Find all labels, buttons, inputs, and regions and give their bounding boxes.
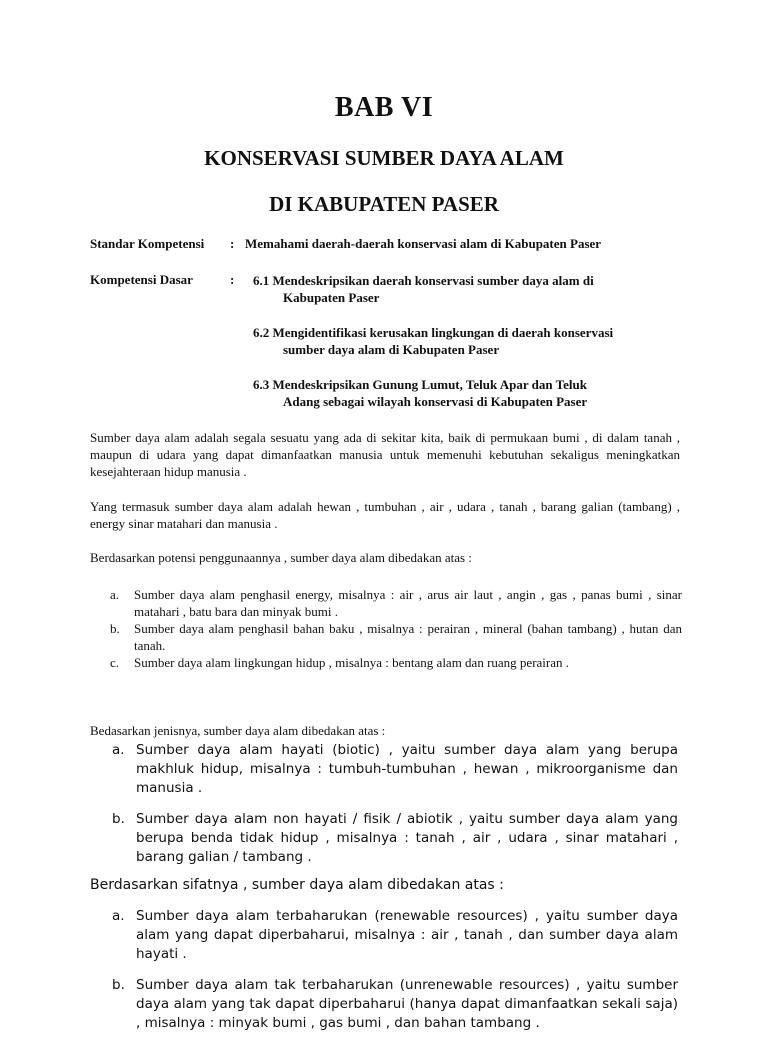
list-item: [112, 741, 678, 798]
list-marker: b.: [112, 977, 125, 993]
paragraph-examples: Yang termasuk sumber daya alam adalah hewan , tumbuhan , air , udara , tanah , barang galian (tambang) , energy sinar matahari dan manusia .: [90, 499, 680, 531]
paragraph-sifat-intro: Berdasarkan sifatnya , sumber daya alam dibedakan atas :: [90, 877, 504, 893]
kompetensi-item-line1: 6.3 Mendeskripsikan Gunung Lumut, Teluk Apar dan Teluk: [253, 377, 587, 392]
kompetensi-dasar-label: Kompetensi Dasar: [90, 272, 193, 287]
kompetensi-item-line1: 6.2 Mengidentifikasi kerusakan lingkungan di daerah konservasi: [253, 325, 614, 340]
paragraph-definition: Sumber daya alam adalah segala sesuatu yang ada di sekitar kita, baik di permukaan bumi , di dalam tanah , maupun di udara yang dapat dimanfaatkan manusia untuk memenuhi kebutuhan sekaligus meningkatkan kesejahteraan hidup manusia .: [90, 430, 680, 479]
list-marker: c.: [110, 655, 120, 670]
kompetensi-item-line2: Kabupaten Paser: [283, 290, 380, 305]
list-item: [110, 586, 682, 620]
list-marker: a.: [112, 908, 125, 924]
list-item: [112, 810, 678, 867]
kompetensi-item: [253, 324, 678, 358]
chapter-title-line-1: KONSERVASI SUMBER DAYA ALAM: [204, 146, 564, 170]
kompetensi-item-line2: sumber daya alam di Kabupaten Paser: [283, 342, 500, 357]
kompetensi-item: [253, 376, 678, 410]
list-potensi: [110, 586, 682, 671]
kompetensi-item-line1: 6.1 Mendeskripsikan daerah konservasi sumber daya alam di: [253, 273, 594, 288]
kompetensi-item-line2: Adang sebagai wilayah konservasi di Kabupaten Paser: [283, 394, 588, 409]
list-item-text: Sumber daya alam non hayati / fisik / abiotik , yaitu sumber daya alam yang berupa benda tidak hidup , misalnya : tanah , air , udara , sinar matahari , barang galian / tambang .: [136, 811, 678, 865]
kompetensi-item: [253, 272, 678, 306]
list-marker: b.: [110, 621, 120, 636]
chapter-heading: BAB VI: [334, 92, 434, 123]
list-item: [110, 620, 682, 654]
list-item: [110, 654, 682, 671]
list-item-text: Sumber daya alam penghasil energy, misalnya : air , arus air laut , angin , gas , panas bumi , sinar matahari , batu bara dan minyak bumi .: [134, 587, 682, 619]
list-jenis: [112, 741, 678, 879]
list-marker: b.: [112, 811, 125, 827]
list-item-text: Sumber daya alam terbaharukan (renewable resources) , yaitu sumber daya alam yang dapat diperbaharui, misalnya : air , tanah , dan sumber daya alam hayati .: [136, 908, 678, 962]
kompetensi-dasar-colon: :: [230, 272, 235, 287]
list-item-text: Sumber daya alam hayati (biotic) , yaitu sumber daya alam yang berupa makhluk hidup, misalnya : tumbuh-tumbuhan , hewan , mikroorganisme dan manusia .: [136, 742, 678, 796]
list-item-text: Sumber daya alam tak terbaharukan (unrenewable resources) , yaitu sumber daya alam yang tak dapat diperbaharui (hanya dapat dimanfaatkan sekali saja) , misalnya : minyak bumi , gas bumi , dan bahan tambang .: [136, 977, 678, 1031]
standar-kompetensi-label: Standar Kompetensi: [90, 236, 205, 251]
list-item: [112, 976, 678, 1033]
list-marker: a.: [112, 742, 125, 758]
paragraph-jenis-intro: Bedasarkan jenisnya, sumber daya alam dibedakan atas :: [90, 723, 386, 738]
standar-kompetensi-colon: :: [230, 236, 235, 251]
list-item-text: Sumber daya alam lingkungan hidup , misalnya : bentang alam dan ruang perairan .: [134, 655, 570, 670]
chapter-title-line-2: DI KABUPATEN PASER: [269, 192, 499, 216]
list-item: [112, 907, 678, 964]
paragraph-potensi-intro: Berdasarkan potensi penggunaannya , sumber daya alam dibedakan atas :: [90, 550, 472, 565]
list-sifat: [112, 907, 678, 1045]
standar-kompetensi-value: Memahami daerah-daerah konservasi alam di Kabupaten Paser: [245, 236, 602, 251]
list-marker: a.: [110, 587, 120, 602]
list-item-text: Sumber daya alam penghasil bahan baku , misalnya : perairan , mineral (bahan tambang) , hutan dan tanah.: [134, 621, 682, 653]
